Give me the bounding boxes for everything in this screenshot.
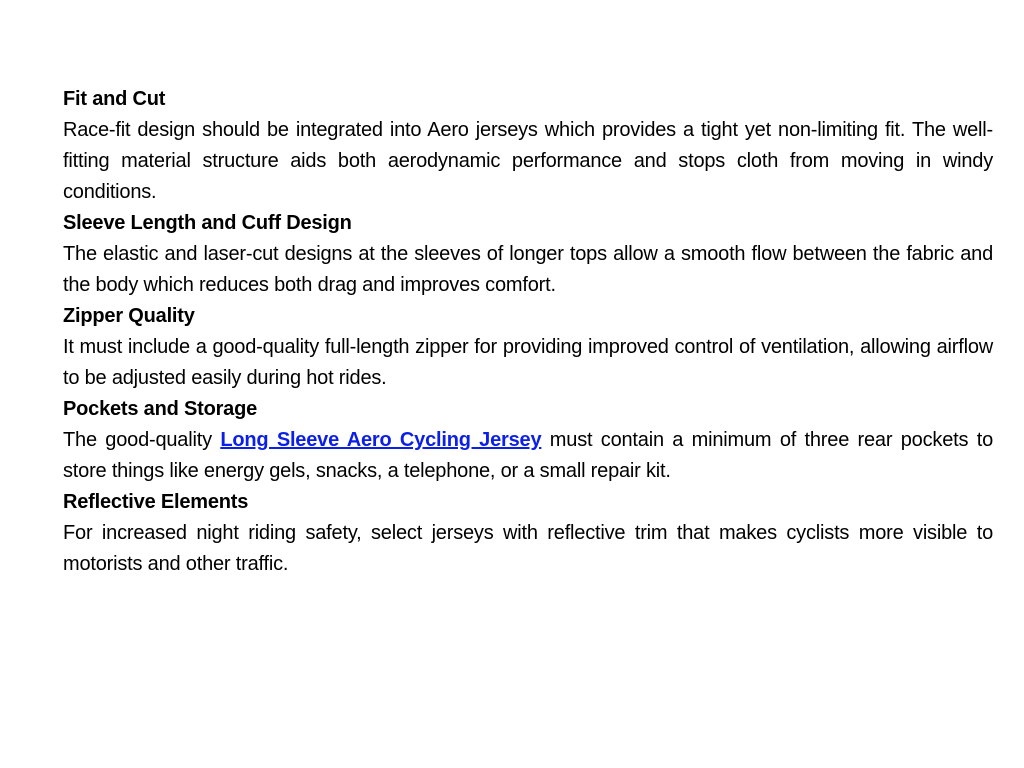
product-link[interactable]: Long Sleeve Aero Cycling Jersey [220,429,542,451]
pockets-text-before: The good-quality [63,429,221,451]
heading-pockets-storage: Pockets and Storage [63,398,258,420]
paragraph-pockets-storage [63,425,993,487]
paragraph-fit-and-cut: Race-fit design should be integrated into Aero jerseys which provides a tight yet non-limiting fit. The well-fitting material structure aids both aerodynamic performance and stops cloth from moving in windy conditions. [63,119,993,203]
heading-fit-and-cut: Fit and Cut [63,88,166,110]
heading-zipper-quality: Zipper Quality [63,305,195,327]
heading-reflective-elements: Reflective Elements [63,491,249,513]
heading-sleeve-length: Sleeve Length and Cuff Design [63,212,352,234]
pockets-text-after: must contain a minimum of three rear pockets to store things like energy gels, snacks, a telephone, or a small repair kit. [63,429,993,482]
paragraph-reflective-elements: For increased night riding safety, select jerseys with reflective trim that makes cyclists more visible to motorists and other traffic. [63,522,993,575]
paragraph-sleeve-length: The elastic and laser-cut designs at the sleeves of longer tops allow a smooth flow between the fabric and the body which reduces both drag and improves comfort. [63,243,993,296]
paragraph-zipper-quality: It must include a good-quality full-length zipper for providing improved control of ventilation, allowing airflow to be adjusted easily during hot rides. [63,336,993,389]
content-area [63,84,993,580]
